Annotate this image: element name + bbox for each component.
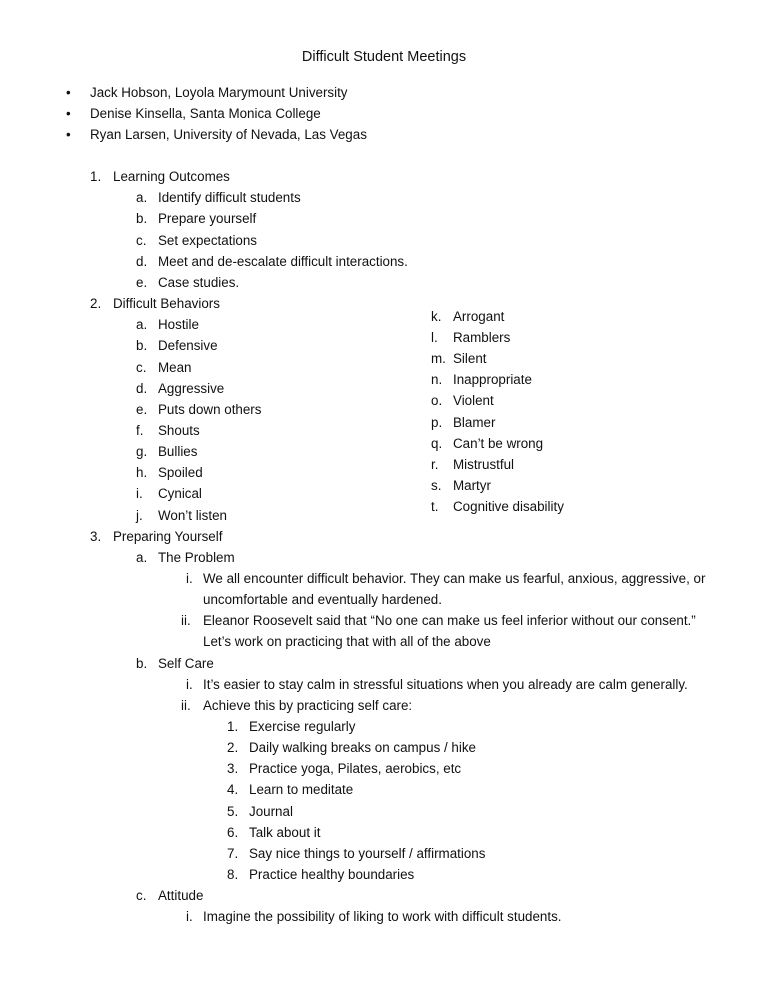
bullet-icon: • [66,106,71,121]
list-marker: c. [136,360,147,375]
list-text: Meet and de-escalate difficult interactions. [158,254,408,269]
list-text: Let’s work on practicing that with all of the above [203,634,491,649]
list-text: Prepare yourself [158,211,257,226]
list-text: Ramblers [453,330,511,345]
section-title: Preparing Yourself [113,529,223,544]
list-text: Attitude [158,888,204,903]
page-title: Difficult Student Meetings [301,49,467,65]
list-text: Defensive [158,338,218,353]
list-marker: b. [136,211,148,226]
section-number: 2. [90,296,102,311]
list-text: Cynical [158,486,202,501]
section-title: Difficult Behaviors [113,296,220,311]
list-text: Puts down others [158,402,262,417]
list-marker: l. [431,330,438,345]
list-marker: p. [431,415,443,430]
list-marker: 6. [227,825,239,840]
list-text: Shouts [158,423,200,438]
list-marker: k. [431,309,442,324]
list-text: Eleanor Roosevelt said that “No one can make us feel inferior without our consent.” [203,613,696,628]
list-text: Mistrustful [453,457,515,472]
list-text: We all encounter difficult behavior. They can make us fearful, anxious, aggressive, or [203,571,706,586]
list-marker: b. [136,338,148,353]
list-marker: s. [431,478,442,493]
list-marker: h. [136,465,148,480]
list-marker: c. [136,233,147,248]
list-marker: q. [431,436,443,451]
list-marker: b. [136,656,148,671]
list-text: Cognitive disability [453,499,564,514]
list-marker: o. [431,393,443,408]
list-text: Practice healthy boundaries [249,867,415,882]
list-marker: 1. [227,719,239,734]
list-marker: m. [431,351,446,366]
list-text: Silent [453,351,487,366]
list-marker: a. [136,190,148,205]
list-text: Violent [453,393,494,408]
list-marker: c. [136,888,147,903]
list-marker: 8. [227,867,239,882]
list-text: Learn to meditate [249,782,354,797]
list-marker: 2. [227,740,239,755]
presenter-name: Denise Kinsella, Santa Monica College [90,106,321,121]
list-marker: g. [136,444,148,459]
list-text: Say nice things to yourself / affirmations [249,846,486,861]
list-text: Aggressive [158,381,225,396]
list-marker: 3. [227,761,239,776]
list-marker: r. [431,457,439,472]
list-text: Talk about it [249,825,321,840]
bullet-icon: • [66,85,71,100]
list-text: Inappropriate [453,372,532,387]
list-text: Achieve this by practicing self care: [203,698,413,713]
list-text: Identify difficult students [158,190,301,205]
list-marker: i. [186,571,193,586]
list-marker: ii. [181,613,191,628]
list-text: Case studies. [158,275,240,290]
list-marker: a. [136,550,148,565]
list-text: uncomfortable and eventually hardened. [203,592,442,607]
list-text: Can’t be wrong [453,436,544,451]
list-text: Won’t listen [158,508,227,523]
list-text: Journal [249,804,293,819]
list-marker: 4. [227,782,239,797]
list-marker: e. [136,402,148,417]
list-text: Imagine the possibility of liking to work with difficult students. [203,909,562,924]
list-text: Spoiled [158,465,203,480]
list-marker: e. [136,275,148,290]
list-marker: a. [136,317,148,332]
list-marker: i. [136,486,143,501]
list-text: Hostile [158,317,199,332]
list-marker: j. [136,508,143,523]
presenter-name: Ryan Larsen, University of Nevada, Las Vegas [90,127,367,142]
list-marker: i. [186,909,193,924]
list-marker: d. [136,254,148,269]
list-text: Mean [158,360,192,375]
section-title: Learning Outcomes [113,169,230,184]
list-marker: 7. [227,846,239,861]
list-text: Set expectations [158,233,258,248]
list-marker: ii. [181,698,191,713]
list-text: Bullies [158,444,198,459]
list-marker: d. [136,381,148,396]
list-text: Arrogant [453,309,505,324]
list-marker: i. [186,677,193,692]
list-text: Daily walking breaks on campus / hike [249,740,477,755]
list-text: Practice yoga, Pilates, aerobics, etc [249,761,462,776]
section-number: 1. [90,169,102,184]
bullet-icon: • [66,127,71,142]
list-text: Blamer [453,415,496,430]
list-text: Self Care [158,656,214,671]
section-number: 3. [90,529,102,544]
presenter-name: Jack Hobson, Loyola Marymount University [90,85,348,100]
list-marker: f. [136,423,144,438]
list-marker: t. [431,499,439,514]
list-marker: n. [431,372,443,387]
list-text: Martyr [453,478,491,493]
list-marker: 5. [227,804,239,819]
list-text: The Problem [158,550,235,565]
list-text: It’s easier to stay calm in stressful situations when you already are calm generally. [203,677,688,692]
list-text: Exercise regularly [249,719,356,734]
